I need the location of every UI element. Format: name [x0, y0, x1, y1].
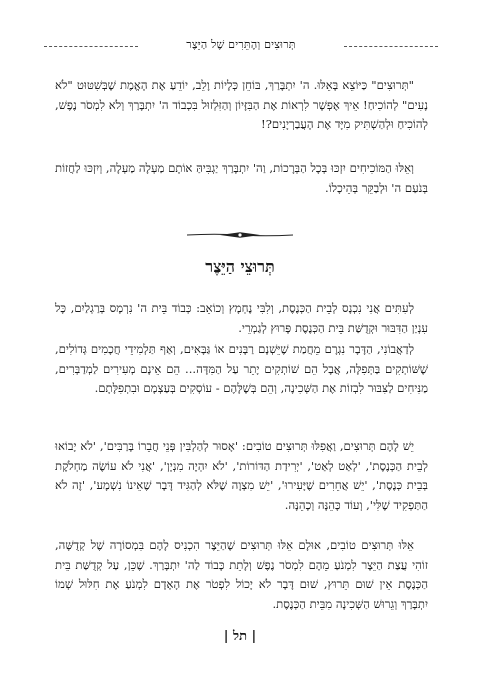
- running-header: [44, 36, 438, 56]
- section-divider-ornament: [185, 228, 295, 242]
- paragraph-text: אֵלּוּ תְּרוּצִים טוֹבִים, אוּלָם אֵלּוּ תְּרוּצִים שֶׁהַיֵּצֶר הִכְנִיס לָהֶם בִּמְסוֹרָה שֶׁל קְדֻשָּׁה, זוֹהִי עֲצַת הַיֵּצֶר לִמְנֹעַ מֵהֶם לִמְסֹר נֶפֶשׁ וְלָתֵת כָּבוֹד לַה' יִתְבָּרַךְ. שֶׁכֵּן, עַל קְדֻשַּׁת בֵּית הַכְּנֶסֶת אֵין שׁוּם תֵּרוּץ, שׁוּם דָּבָר לֹא יָכוֹל לִפְטֹר אֶת הָאָדָם לִמְנֹעַ אֶת חִלּוּל שְׁמוֹ יִתְבָּרַךְ וְגֵרוּשׁ הַשְּׁכִינָה מִבֵּית הַכְּנֶסֶת.: [55, 538, 428, 611]
- body-paragraph: [55, 76, 428, 135]
- paragraph-text: לְעִתִּים אֲנִי נִכְנָס לְבֵית הַכְּנֶסֶת, וְלִבִּי נֶחְמָץ וְכוֹאֵב: כְּבוֹד בֵּית ה' נִרְמָס בְּרַגְלַיִם, כָּל עִנְיַן הַדִּבּוּר וּקְדֻשַּׁת בֵּית הַכְּנֶסֶת פָּרוּץ לְגַמְרֵי.: [55, 301, 428, 335]
- header-rule-left: [44, 46, 138, 47]
- section-heading: תְּרוּצֵי הַיֵּצֶר: [205, 257, 275, 276]
- paragraph-text: לְדַאֲבוֹנִי, הַדָּבָר נִגְרָם מֵחֲמַת שֶׁיֵּשְׁנָם רַבָּנִים אוֹ גַּבָּאִים, וְאַף תַּלְמִידֵי חֲכָמִים גְּדוֹלִים, שֶׁשּׁוֹתְקִים בַּתְּפִלָּה, אֲבָל הֵם שׁוֹתְקִים יָתֵר עַל הַמִּדָּה... הֵם אֵינָם מְעִירִים לַמְדַבְּרִים, מַנִּיחִים לַצִּבּוּר לִבְזוֹת אֶת הַשְּׁכִינָה, וְהֵם בְּשֶׁלָּהֶם - עוֹסְקִים בְּעַצְמָם וּבִתְפִלָּתָם.: [55, 342, 428, 396]
- paragraph-text: יֵשׁ לָהֶם תְּרוּצִים, וַאֲפִלּוּ תְּרוּצִים טוֹבִים: 'אָסוּר לְהַלְבִּין פְּנֵי חֲבֵרוֹ בָּרַבִּים', 'לֹא יָבוֹאוּ לְבֵית הַכְּנֶסֶת', 'לְאַט לְאַט', 'יְרִידַת הַדּוֹרוֹת', 'לֹא יִהְיֶה מִנְיָן', 'אֲנִי לֹא עוֹשֶׂה מַחְלֹקֶת בְּבֵית כְּנֶסֶת', 'יֵשׁ אֲחֵרִים שֶׁיָּעִירוּ', 'יֵשׁ מִצְוָה שֶׁלֹּא לְהַגִּיד דָּבָר שֶׁאֵינוֹ נִשְׁמָע', 'זֶה לֹא הַתַּפְקִיד שֶׁלִּי', וְעוֹד כָּהֵנָּה וְכָהֵנָּה.: [55, 439, 428, 512]
- body-paragraph: [55, 299, 428, 338]
- paragraph-text: "תְּרוּצִים" כַּיּוֹצֵא בָּאֵלּוּ. ה' יִתְבָּרַךְ, בּוֹחֵן כְּלָיוֹת וָלֵב, יוֹדֵעַ אֶת הָאֱמֶת שֶׁבְּשִׁטּוּט "לֹא נָעִים" לְהוֹכִיחַ! אֵיךְ אֶפְשָׁר לִרְאוֹת אֶת הַבִּזָּיוֹן וְהַזִּלְזוּל בִּכְבוֹד ה' יִתְבָּרַךְ וְלֹא לִמְסֹר נֶפֶשׁ, לְהוֹכִיחַ וּלְהַשְׁתִּיק מִיָּד אֶת הָעֲבַרְיָנִים?!: [55, 78, 428, 132]
- paragraph-text: וְאֵלּוּ הַמּוֹכִיחִים יִזְכּוּ בְּכָל הַבְּרָכוֹת, וַה' יִתְבָּרַךְ יַגְבִּיהַּ אוֹתָם מַעְלָה מַעְלָה, וְיִזְכּוּ לַחֲזוֹת בְּנֹעַם ה' וּלְבַקֵּר בְּהֵיכָלוֹ.: [55, 161, 428, 195]
- body-paragraph: [55, 437, 428, 515]
- running-header-title: תְּרוּצִים וְהֶתֵּרִים שֶׁל הַיֵּצֶר: [186, 38, 296, 51]
- header-rule-right: [344, 46, 438, 47]
- page-number: | תל |: [223, 629, 257, 644]
- body-paragraph: [55, 159, 428, 198]
- body-paragraph: [55, 536, 428, 614]
- body-paragraph: [55, 340, 428, 399]
